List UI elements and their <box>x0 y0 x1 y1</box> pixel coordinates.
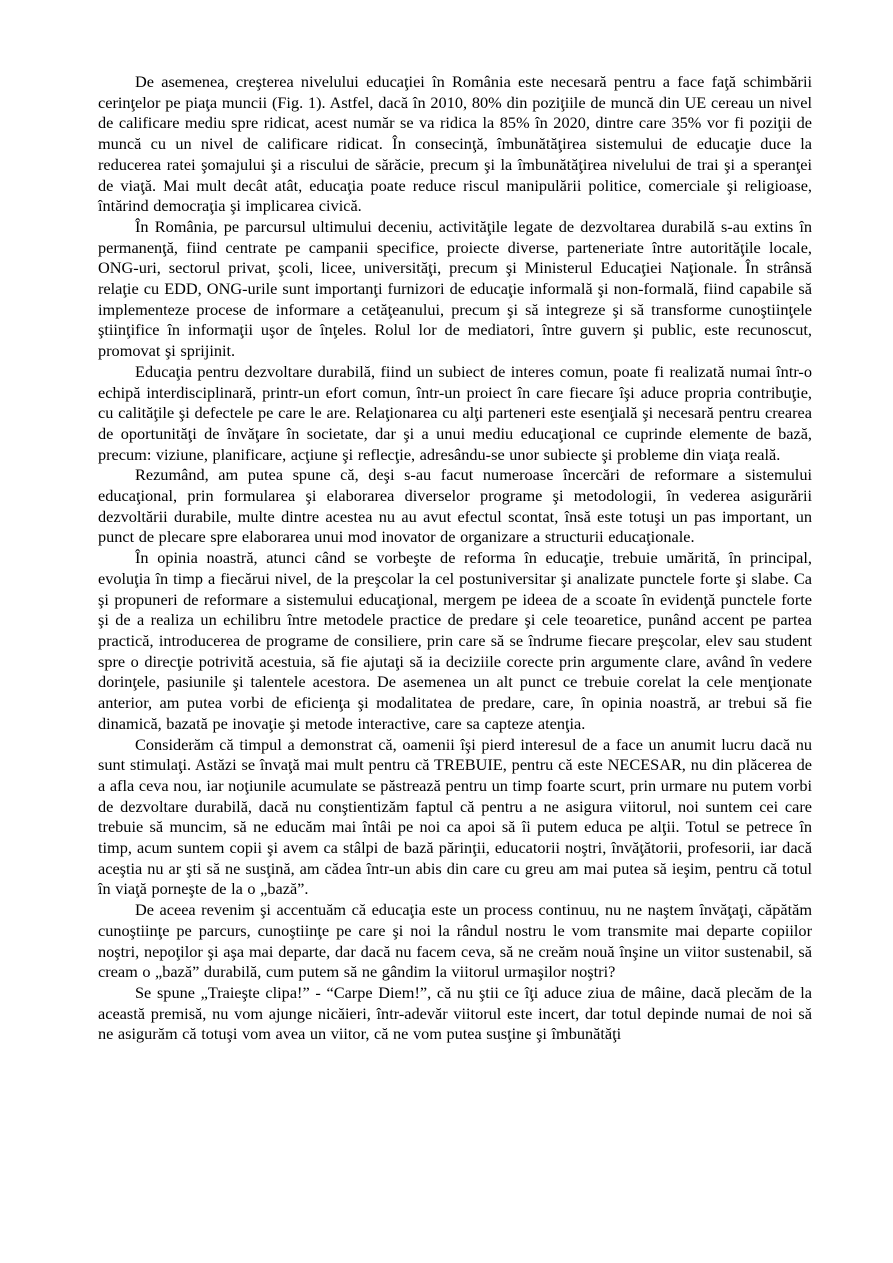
paragraph-4: Rezumând, am putea spune că, deşi s-au facut numeroase încercări de reformare a sistemului educaţional, prin formularea şi elaborarea diverselor programe şi metodologii, în vederea asigurării dezvoltării durabile, multe dintre acestea nu au avut efectul scontat, însă este totuşi un pas important, un punct de plecare spre elaborarea unui mod inovator de organizare a structurii educaţionale. <box>98 465 812 547</box>
paragraph-7: De aceea revenim şi accentuăm că educaţia este un process continuu, nu ne naştem învăţaţi, căpătăm cunoştiinţe pe parcurs, cunoştiinţe pe care şi noi la rândul nostru le vom transmite mai departe copiilor noştri, nepoţilor şi aşa mai departe, dar dacă nu facem ceva, să ne creăm nouă înşine un viitor sustenabil, să cream o „bază” durabilă, cum putem să ne gândim la viitorul urmaşilor noştri? <box>98 900 812 982</box>
paragraph-5: În opinia noastră, atunci când se vorbeşte de reforma în educaţie, trebuie umărită, în principal, evoluţia în timp a fiecărui nivel, de la preşcolar la cel postuniversitar şi analizate punctele forte şi slabe. Ca şi propuneri de reformare a sistemului educaţional, mergem pe ideea de a scoate în evidenţă punctele forte şi de a realiza un echilibru între metodele practice de predare şi cele teoaretice, punând accent pe partea practică, introducerea de programe de consiliere, prin care să se îndrume fiecare preşcolar, elev sau student spre o direcţie potrivită acestuia, să fie ajutaţi să ia deciziile corecte prin argumente clare, având în vedere dorinţele, pasiunile şi talentele acestora. De asemenea un alt punct ce trebuie corelat la cele menţionate anterior, am putea vorbi de eficienţa şi modalitatea de predare, care, în opinia noastră, ar trebui să fie dinamică, bazată pe inovaţie şi metode interactive, care sa capteze atenţia. <box>98 548 812 733</box>
paragraph-2: În România, pe parcursul ultimului deceniu, activităţile legate de dezvoltarea durabilă s-au extins în permanenţă, fiind centrate pe campanii specifice, proiecte diverse, parteneriate între autorităţile locale, ONG-uri, sectorul privat, şcoli, licee, universităţi, precum şi Ministerul Educaţiei Naţionale. În strânsă relaţie cu EDD, ONG-urile sunt importanţi furnizori de educaţie informală şi non-formală, fiind capabile să implementeze procese de informare a cetăţeanului, precum şi să integreze şi să transforme cunoştiinţele ştiinţifice în informaţii uşor de înţeles. Rolul lor de mediatori, între guvern şi public, este recunoscut, promovat şi sprijinit. <box>98 216 812 361</box>
document-text-block <box>98 72 812 1045</box>
paragraph-3: Educaţia pentru dezvoltare durabilă, fiind un subiect de interes comun, poate fi realizată numai într-o echipă interdisciplinară, printr-un efort comun, într-un proiect în care fiecare îşi aduce propria contribuţie, cu calităţile şi defectele pe care le are. Relaţionarea cu alţi parteneri este esenţială şi necesară pentru crearea de oportunităţi de învăţare în societate, dar şi a unui mediu educaţional ce cuprinde elemente de bază, precum: viziune, planificare, acţiune şi reflecţie, adresându-se unor subiecte şi probleme din viaţa reală. <box>98 361 812 464</box>
paragraph-1: De asemenea, creşterea nivelului educaţiei în România este necesară pentru a face faţă schimbării cerinţelor pe piaţa muncii (Fig. 1). Astfel, dacă în 2010, 80% din poziţiile de muncă din UE cereau un nivel de calificare mediu spre ridicat, acest număr se va ridica la 85% în 2020, dintre care 35% vor fi poziţii de muncă cu un nivel de calificare ridicat. În consecinţă, îmbunătăţirea sistemului de educaţie duce la reducerea ratei şomajului şi a riscului de sărăcie, precum şi la îmbunătăţirea nivelului de trai şi a speranţei de viaţă. Mai mult decât atât, educaţia poate reduce riscul manipulării politice, comerciale şi religioase, întărind democraţia şi implicarea civică. <box>98 72 812 216</box>
paragraph-8: Se spune „Traieşte clipa!” - “Carpe Diem!”, că nu ştii ce îţi aduce ziua de mâine, dacă plecăm de la această premisă, nu vom ajunge nicăieri, într-adevăr viitorul este incert, dar totul depinde numai de noi să ne asigurăm că totuşi vom avea un viitor, că ne vom putea susţine şi îmbunătăţi <box>98 982 812 1044</box>
paragraph-6: Considerăm că timpul a demonstrat că, oamenii îşi pierd interesul de a face un anumit lucru dacă nu sunt stimulaţi. Astăzi se învaţă mai mult pentru că TREBUIE, pentru că este NECESAR, nu din plăcerea de a afla ceva nou, iar noţiunile acumulate se păstrează pentru un timp foarte scurt, prin urmare nu putem vorbi de dezvoltare durabilă, dacă nu conştientizăm faptul că pentru a ne asigura viitorul, noi suntem cei care trebuie să muncim, să ne educăm mai întâi pe noi ca apoi să îi putem educa pe alţii. Totul se petrece în timp, acum suntem copii şi avem ca stâlpi de bază părinţii, educatorii noştri, învăţătorii, profesorii, iar dacă aceştia nu ar şti să ne susţină, am cădea într-un abis din care cu greu am mai putea să ieşim, pentru că totul în viaţă porneşte de la o „bază”. <box>98 734 812 899</box>
